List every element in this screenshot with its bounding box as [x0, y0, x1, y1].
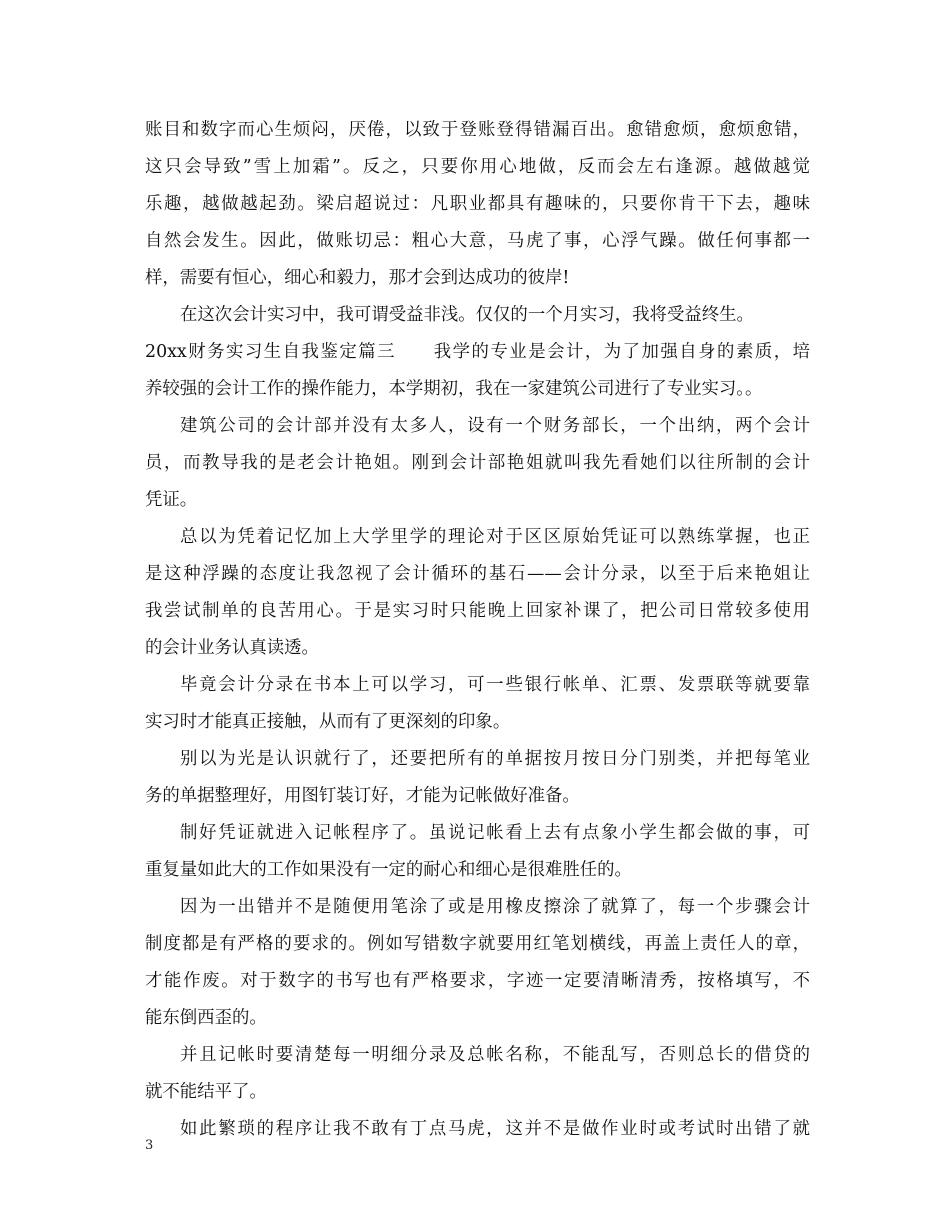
text-line: 才能作废。对于数字的书写也有严格要求，字迹一定要清晰清秀，按格填写，不 [145, 971, 810, 991]
text-line: 我尝试制单的良苦用心。于是实习时只能晚上回家补课了，把公司日常较多使用 [145, 601, 810, 621]
text-line: 毕竟会计分录在书本上可以学习，可一些银行帐单、汇票、发票联等就要靠 [180, 675, 810, 695]
text-line: 在这次会计实习中，我可谓受益非浅。仅仅的一个月实习，我将受益终生。 [180, 305, 754, 325]
text-line: 建筑公司的会计部并没有太多人，设有一个财务部长，一个出纳，两个会计 [180, 416, 810, 436]
page-number: 3 [145, 1138, 154, 1153]
text-line: 别以为光是认识就行了，还要把所有的单据按月按日分门别类，并把每笔业 [180, 749, 810, 769]
text-line: 如此繁琐的程序让我不敢有丁点马虎，这并不是做作业时或考试时出错了就 [180, 1119, 810, 1139]
text-line: 因为一出错并不是随便用笔涂了或是用橡皮擦涂了就算了，每一个步骤会计 [180, 897, 810, 917]
text-line: 制好凭证就进入记帐程序了。虽说记帐看上去有点象小学生都会做的事，可 [180, 823, 810, 843]
text-line: 并且记帐时要清楚每一明细分录及总帐名称，不能乱写，否则总长的借贷的 [180, 1045, 810, 1065]
text-line: 能东倒西歪的。 [145, 1008, 267, 1028]
text-line: 这只会导致”雪上加霜”。反之，只要你用心地做，反而会左右逢源。越做越觉 [145, 157, 810, 177]
text-line: 员，而教导我的是老会计艳姐。刚到会计部艳姐就叫我先看她们以往所制的会计 [145, 453, 810, 473]
text-line: 的会计业务认真读透。 [145, 638, 319, 658]
text-line: 乐趣，越做越起劲。梁启超说过：凡职业都具有趣味的，只要你肯干下去，趣味 [145, 194, 810, 214]
document-body [145, 112, 810, 1148]
text-line: 凭证。 [145, 490, 198, 510]
text-line: 是这种浮躁的态度让我忽视了会计循环的基石——会计分录，以至于后来艳姐让 [145, 564, 810, 584]
text-line: 自然会发生。因此，做账切忌：粗心大意，马虎了事，心浮气躁。做任何事都一 [145, 231, 810, 251]
text-line: 20xx财务实习生自我鉴定篇三 我学的专业是会计，为了加强自身的素质，培 [145, 342, 810, 362]
text-line: 样，需要有恒心，细心和毅力，那才会到达成功的彼岸! [145, 268, 570, 288]
text-line: 务的单据整理好，用图钉装订好，才能为记帐做好准备。 [145, 786, 580, 806]
text-line: 总以为凭着记忆加上大学里学的理论对于区区原始凭证可以熟练掌握，也正 [180, 527, 810, 547]
text-line: 账目和数字而心生烦闷，厌倦，以致于登账登得错漏百出。愈错愈烦，愈烦愈错， [145, 120, 810, 140]
text-line: 制度都是有严格的要求的。例如写错数字就要用红笔划横线，再盖上责任人的章， [145, 934, 810, 954]
text-line: 重复量如此大的工作如果没有一定的耐心和细心是很难胜任的。 [145, 860, 632, 880]
text-line: 就不能结平了。 [145, 1082, 267, 1102]
text-line: 养较强的会计工作的操作能力，本学期初，我在一家建筑公司进行了专业实习。。 [145, 379, 763, 399]
text-line: 实习时才能真正接触，从而有了更深刻的印象。 [145, 712, 511, 732]
